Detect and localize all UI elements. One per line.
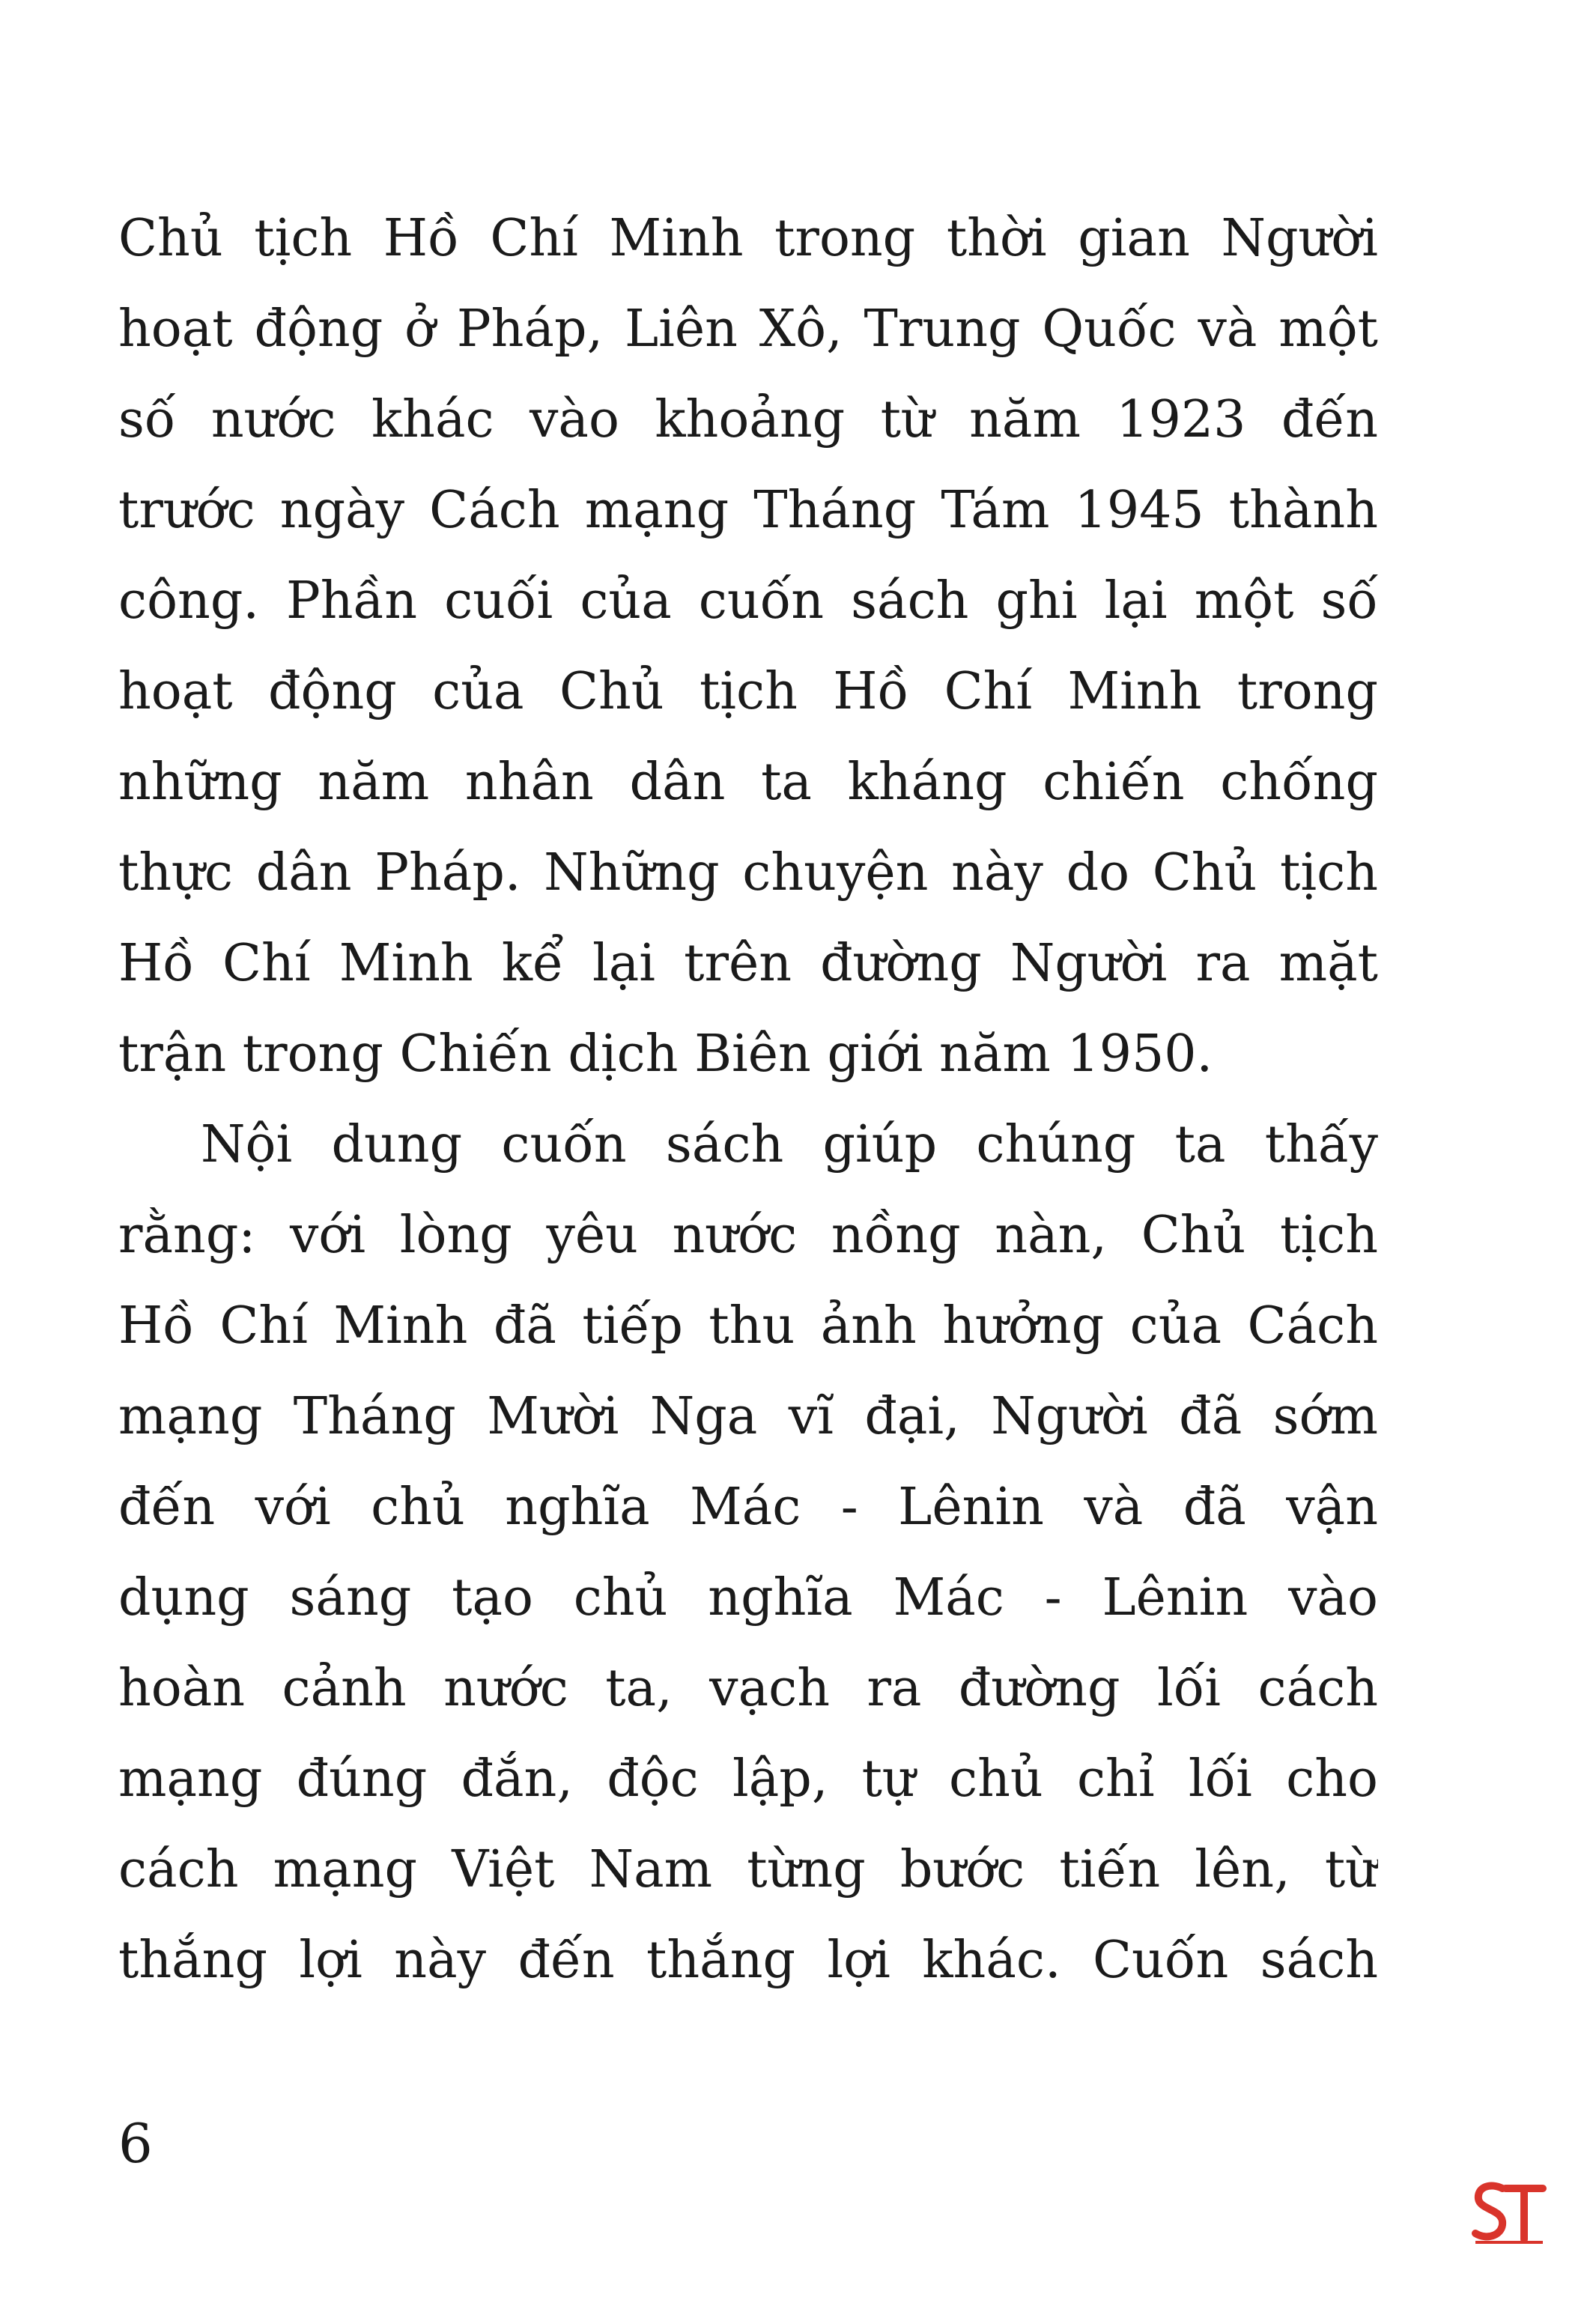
text-line: thắng lợi này đến thắng lợi khác. Cuốn sách: [118, 1931, 1378, 1990]
text-line: mạng đúng đắn, độc lập, tự chủ chỉ lối cho: [118, 1750, 1378, 1809]
text-line: số nước khác vào khoảng từ năm 1923 đến: [118, 390, 1378, 449]
publisher-logo-icon: [1468, 2172, 1550, 2254]
text-line: dụng sáng tạo chủ nghĩa Mác - Lênin vào: [118, 1568, 1378, 1627]
text-line: trận trong Chiến dịch Biên giới năm 1950.: [118, 1025, 1213, 1084]
text-line: những năm nhân dân ta kháng chiến chống: [118, 753, 1378, 812]
page-number: 6: [118, 2112, 153, 2175]
text-line: mạng Tháng Mười Nga vĩ đại, Người đã sớm: [118, 1387, 1378, 1446]
text-line: hoạt động ở Pháp, Liên Xô, Trung Quốc và một: [118, 300, 1378, 359]
text-line: hoàn cảnh nước ta, vạch ra đường lối cách: [118, 1659, 1378, 1718]
text-line: hoạt động của Chủ tịch Hồ Chí Minh trong: [118, 662, 1378, 721]
text-line: cách mạng Việt Nam từng bước tiến lên, từ: [118, 1840, 1378, 1899]
text-line: Hồ Chí Minh kể lại trên đường Người ra mặt: [118, 934, 1378, 993]
text-line: công. Phần cuối của cuốn sách ghi lại một số: [118, 571, 1378, 631]
text-line: trước ngày Cách mạng Tháng Tám 1945 thành: [118, 481, 1378, 540]
text-line: Hồ Chí Minh đã tiếp thu ảnh hưởng của Cách: [118, 1296, 1378, 1356]
text-line: Nội dung cuốn sách giúp chúng ta thấy: [201, 1115, 1378, 1174]
body-text: [118, 193, 1378, 2006]
text-line: rằng: với lòng yêu nước nồng nàn, Chủ tịch: [118, 1206, 1378, 1265]
text-line: thực dân Pháp. Những chuyện này do Chủ tịch: [118, 843, 1378, 902]
text-line: Chủ tịch Hồ Chí Minh trong thời gian Người: [118, 209, 1378, 268]
text-line: đến với chủ nghĩa Mác - Lênin và đã vận: [118, 1478, 1378, 1537]
